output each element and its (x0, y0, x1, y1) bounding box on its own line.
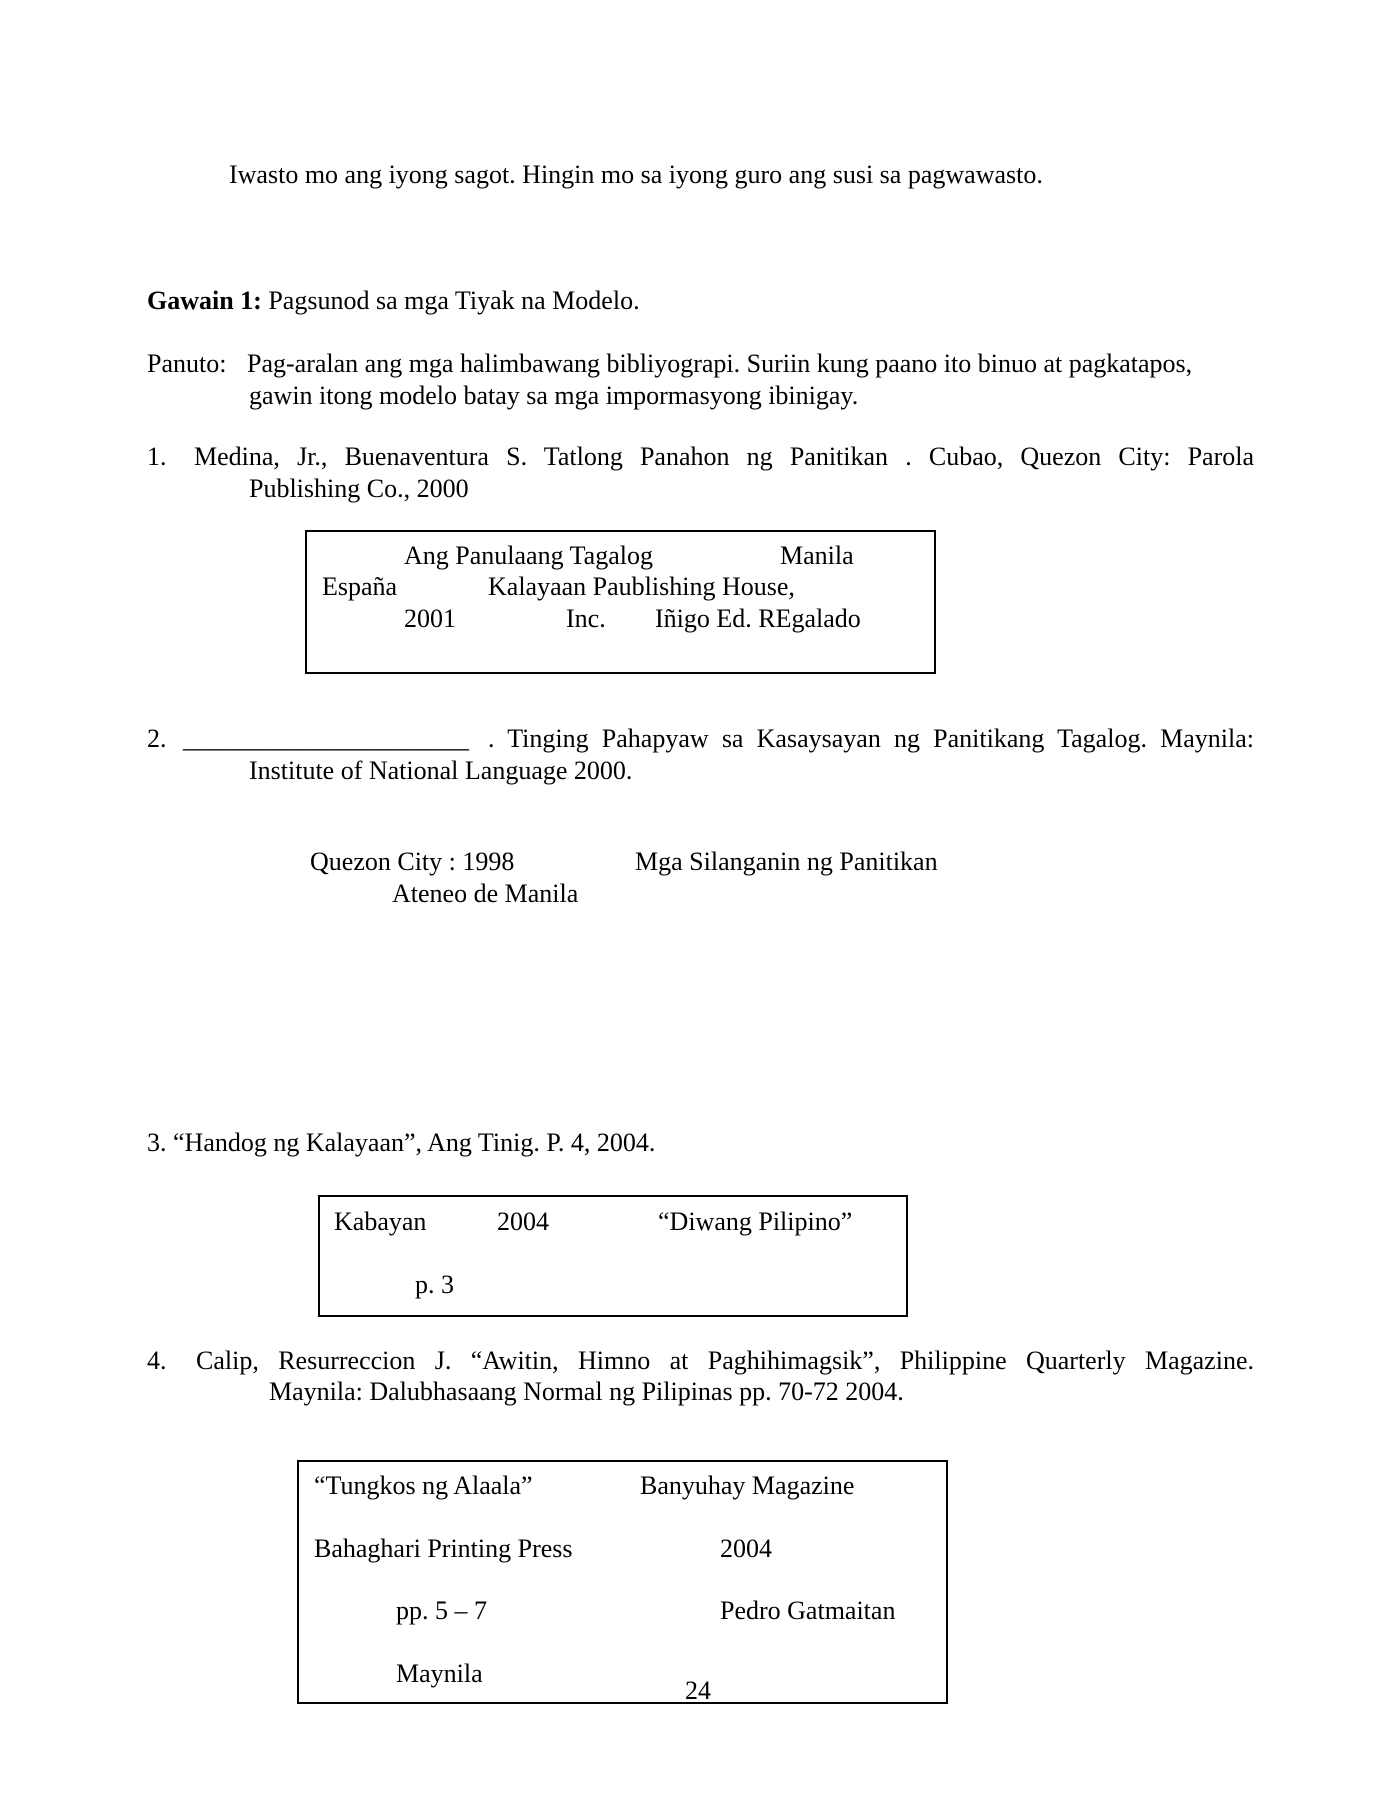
panuto-line2: gawin itong modelo batay sa mga impormasyong ibinigay. (249, 381, 859, 410)
item3-box-year: 2004 (497, 1207, 549, 1236)
item4-box-year: 2004 (720, 1534, 772, 1563)
item1-box-espana: España (322, 572, 398, 601)
item2-publisher: Ateneo de Manila (392, 879, 579, 908)
item4-box-author: Pedro Gatmaitan (720, 1596, 896, 1625)
item1-box-author: Iñigo Ed. REgalado (655, 604, 861, 633)
item4-box-press: Bahaghari Printing Press (314, 1534, 573, 1563)
item1-line2: Publishing Co., 2000 (249, 474, 469, 503)
item4-line2: Maynila: Dalubhasaang Normal ng Pilipinas pp. 70-72 2004. (269, 1377, 904, 1406)
item1-box-year: 2001 (404, 604, 456, 633)
item1-box-publisher: Kalayaan Paublishing House, (488, 572, 795, 601)
item3-box-paper: Kabayan (334, 1207, 427, 1236)
item2-title: Mga Silanganin ng Panitikan (635, 847, 938, 876)
item3-line: 3. “Handog ng Kalayaan”, Ang Tinig. P. 4, 2004. (147, 1128, 656, 1157)
item3-box-title: “Diwang Pilipino” (658, 1207, 853, 1236)
item2-blank: ______________________ (183, 724, 469, 753)
item4-box-magazine: Banyuhay Magazine (640, 1471, 855, 1500)
item1-box-title: Ang Panulaang Tagalog (404, 541, 653, 570)
item4-box-pages: pp. 5 – 7 (396, 1596, 487, 1625)
item4-box-title: “Tungkos ng Alaala” (314, 1471, 533, 1500)
item3-box-page: p. 3 (415, 1270, 454, 1299)
item1-number: 1. (147, 442, 167, 471)
item4-number: 4. (147, 1346, 167, 1375)
item2-line2: Institute of National Language 2000. (249, 756, 633, 785)
page-number: 24 (685, 1676, 711, 1705)
item1-box-inc: Inc. (566, 604, 606, 633)
item4-box-place: Maynila (396, 1659, 483, 1688)
item2-place-year: Quezon City : 1998 (310, 847, 515, 876)
gawain-label: Gawain 1: (147, 286, 262, 315)
item2-line1: . Tinging Pahapyaw sa Kasaysayan ng Panitikang Tagalog. Maynila: (488, 724, 1254, 753)
item4-line1: Calip, Resurreccion J. “Awitin, Himno at Paghihimagsik”, Philippine Quarterly Magazine. (196, 1346, 1254, 1375)
panuto-label: Panuto: (147, 349, 227, 378)
item1-line1: Medina, Jr., Buenaventura S. Tatlong Panahon ng Panitikan . Cubao, Quezon City: Parola (194, 442, 1254, 471)
item2-number: 2. (147, 724, 167, 753)
gawain-title: Pagsunod sa mga Tiyak na Modelo. (268, 286, 640, 315)
panuto-line1: Pag-aralan ang mga halimbawang bibliyograpi. Suriin kung paano ito binuo at pagkatapos, (247, 349, 1193, 378)
item1-box-city: Manila (780, 541, 854, 570)
gawain-heading (147, 285, 640, 317)
intro-text: Iwasto mo ang iyong sagot. Hingin mo sa iyong guro ang susi sa pagwawasto. (229, 160, 1043, 189)
